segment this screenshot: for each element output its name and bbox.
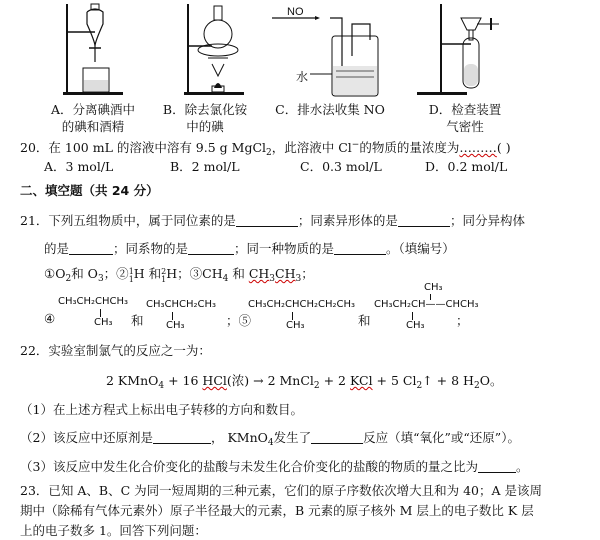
blank-reducing-agent[interactable] [153,431,211,444]
q23-line1: 23．已知 A、B、C 为同一短周期的三种元素，它们的原子序数依次增大且和为 40；A 是该周 [20,483,543,498]
q22-equation: 2 KMnO$_4$ + 16 HCl(浓) → 2 MnCl$_2$ + 2 KCl + 5 $Cl_2↑ + 8$ $H_2O$。 [106,373,503,391]
figure-d-caption: D．检查装置 气密性 [428,102,502,134]
label-water: 水 [296,70,309,84]
figure-b-caption: B．除去氯化铵 中的碘 [162,102,248,134]
q22-sub2: （2）该反应中还原剂是 ， KMnO$_4$发生了 反应（填“氧化”或“还原”）。 [20,430,520,448]
section-title: 二、填空题（共 24 分） [20,183,159,198]
q22-stem: 22．实验室制氯气的反应之一为： [20,343,211,358]
q20-option-d: D．0.2 mol/L [425,159,508,174]
q21-items-1-3: $①O_2$和 $O_3$；② 1 1 H 和 2 1 H；$③CH_4$ 和 $CH_3CH_3$； [44,266,314,284]
q20-option-a: A．3 mol/L [44,159,114,174]
q21-and-4: 和 [131,313,144,328]
q21-num4: ④ [44,311,56,326]
blank-isotope[interactable] [236,214,298,227]
label-no: NO [287,6,304,18]
q21-end-semicolon: ； [456,313,469,328]
blank-homolog[interactable] [188,242,234,255]
figure-b-sublimation [178,2,258,97]
q20-stem: 20．在 100 mL 的溶液中溶有 9.5 g MgCl$_2$，此溶液中 Cl−的物质的量浓度为………( ) [20,140,511,158]
q20-option-c: C．0.3 mol/L [300,159,382,174]
blank-allotrope[interactable] [398,214,450,227]
blank-reaction-type[interactable] [311,431,363,444]
q23-line3: 上的电子数多 1。回答下列问题： [20,523,207,538]
q20-option-b: B．2 mol/L [170,159,240,174]
figure-c-gas-collection [270,16,385,98]
q21-line1: 21．下列五组物质中，属于同位素的是 ；同素异形体的是 ；同分异构体 [20,213,525,228]
structure-5b: CH₃ CH₃CH₂CH——CHCH₃ CH₃ [374,282,479,331]
blank-ratio[interactable] [478,460,516,473]
structure-5a: CH₃CH₂CHCH₂CH₂CH₃ CH₃ [248,299,356,331]
q23-line2: 期中（除稀有气体元素外）原子半径最大的元素，B 元素的原子核外 M 层上的电子数比 K 层 [20,503,534,518]
q22-sub3: （3）该反应中发生化合价变化的盐酸与未发生化合价变化的盐酸的物质的量之比为 。 [20,459,529,474]
figure-d-airtightness [415,2,505,97]
figure-a-caption: A．分离碘酒中 的碘和酒精 [50,102,136,134]
q22-sub1: （1）在上述方程式上标出电子转移的方向和数目。 [20,402,303,417]
q21-num5: ；⑤ [226,313,252,328]
figure-a-separatory-funnel [55,2,135,97]
figure-c-caption: C．排水法收集 NO [275,102,385,117]
structure-4b: CH₃CHCH₂CH₃ CH₃ [146,299,217,331]
blank-same-substance[interactable] [334,242,386,255]
q21-and-5: 和 [358,313,371,328]
q21-line2: 的是 ；同系物的是 ；同一种物质的是 。（填编号） [44,241,455,256]
structure-4a: CH₃CH₂CHCH₃ CH₃ [58,296,129,328]
blank-isomer[interactable] [69,242,113,255]
